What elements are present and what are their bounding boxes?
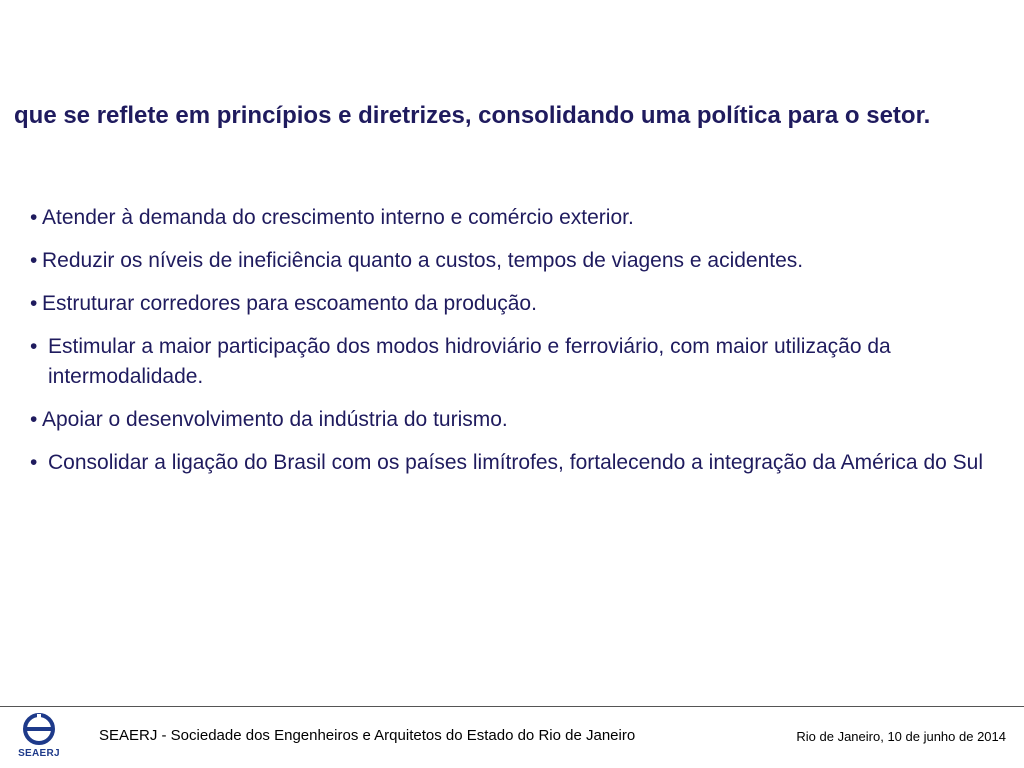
list-item-text: Estimular a maior participação dos modos hidroviário e ferroviário, com maior utilização da intermodalidade. [48, 335, 891, 388]
list-item [30, 289, 1020, 319]
list-item [30, 448, 1020, 478]
bullet-list [30, 203, 1020, 491]
bullet-marker: • [30, 451, 38, 474]
footer-divider [0, 706, 1024, 707]
bullet-marker: • [30, 206, 38, 229]
logo-text: SEAERJ [18, 748, 60, 759]
footer-date: Rio de Janeiro, 10 de junho de 2014 [796, 729, 1006, 744]
list-item [30, 332, 1020, 392]
footer-organization: SEAERJ - Sociedade dos Engenheiros e Arquitetos do Estado do Rio de Janeiro [99, 727, 636, 744]
bullet-marker: • [30, 335, 38, 358]
seaerj-emblem-icon [10, 712, 68, 750]
list-item [30, 246, 1020, 276]
list-item [30, 405, 1020, 435]
list-item-text: Apoiar o desenvolvimento da indústria do turismo. [42, 408, 508, 431]
seaerj-logo [10, 712, 68, 764]
list-item-text: Estruturar corredores para escoamento da produção. [42, 292, 537, 315]
bullet-marker: • [30, 292, 38, 315]
bullet-marker: • [30, 249, 38, 272]
bullet-marker: • [30, 408, 38, 431]
slide-heading: que se reflete em princípios e diretrizes, consolidando uma política para o setor. [14, 102, 931, 129]
list-item-text: Atender à demanda do crescimento interno e comércio exterior. [42, 206, 634, 229]
list-item-text: Consolidar a ligação do Brasil com os países limítrofes, fortalecendo a integração da América do Sul [48, 451, 983, 474]
list-item [30, 203, 1020, 233]
list-item-text: Reduzir os níveis de ineficiência quanto a custos, tempos de viagens e acidentes. [42, 249, 804, 272]
